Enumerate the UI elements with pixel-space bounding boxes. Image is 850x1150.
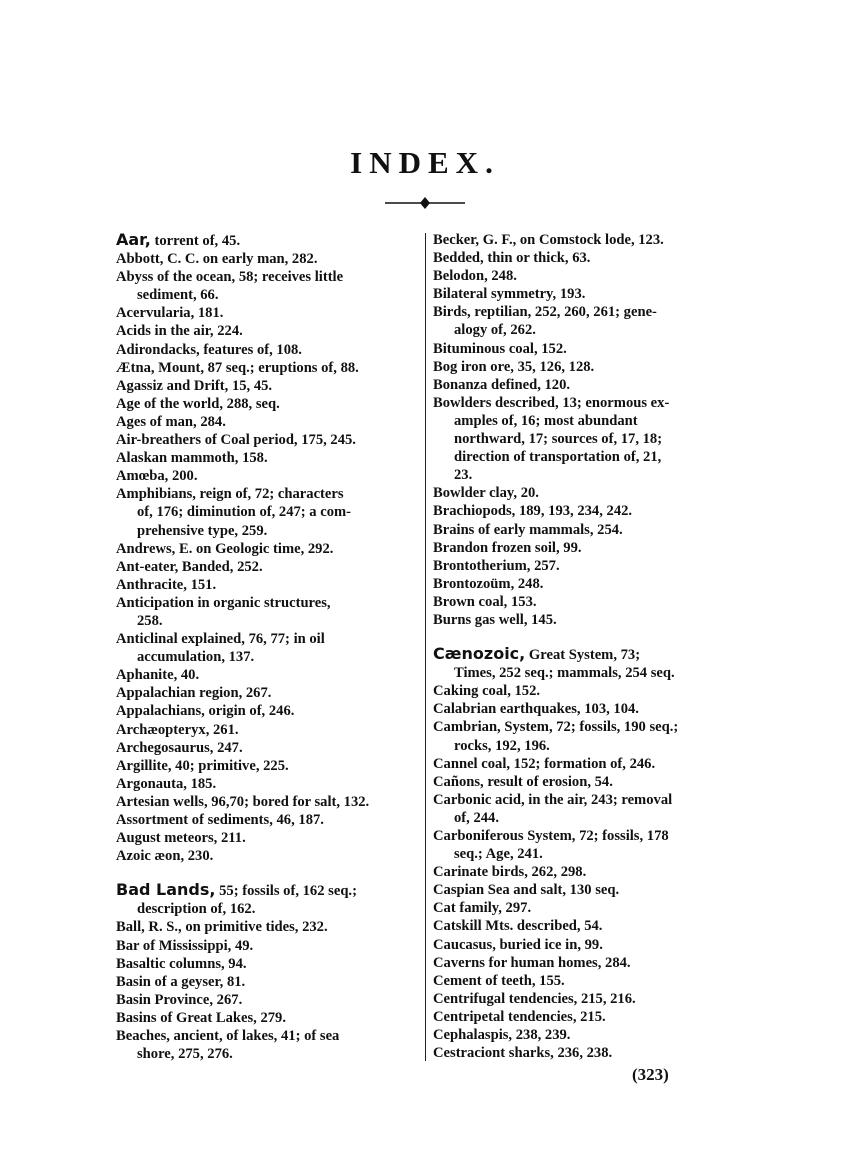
index-entry-continuation: accumulation, 137. bbox=[137, 649, 255, 666]
index-entry bbox=[116, 449, 426, 467]
index-entry bbox=[116, 684, 426, 702]
index-entry-text: Cambrian, System, 72; fossils, 190 seq.; bbox=[433, 719, 679, 736]
index-entry-text: Appalachian region, 267. bbox=[116, 685, 272, 702]
index-entry bbox=[433, 484, 738, 502]
index-entry bbox=[433, 231, 738, 249]
index-entry-text: Bedded, thin or thick, 63. bbox=[433, 250, 591, 267]
index-entry-text: Appalachians, origin of, 246. bbox=[116, 703, 295, 720]
index-entry bbox=[433, 881, 738, 899]
index-entry bbox=[116, 991, 426, 1009]
index-entry bbox=[116, 322, 426, 340]
index-entry bbox=[116, 431, 426, 449]
index-entry-text: Ages of man, 284. bbox=[116, 413, 226, 430]
index-entry-text: Calabrian earthquakes, 103, 104. bbox=[433, 701, 639, 718]
index-entry bbox=[433, 358, 738, 376]
index-entry bbox=[433, 611, 738, 629]
index-entry-text: Beaches, ancient, of lakes, 41; of sea bbox=[116, 1028, 340, 1045]
index-entry bbox=[433, 539, 738, 557]
index-entry-text: Basin Province, 267. bbox=[116, 991, 243, 1008]
index-entry-continuation: prehensive type, 259. bbox=[137, 522, 268, 539]
index-entry bbox=[116, 231, 426, 250]
index-entry bbox=[433, 718, 738, 754]
index-entry-continuation: northward, 17; sources of, 17, 18; bbox=[454, 431, 663, 448]
index-entry bbox=[433, 267, 738, 285]
index-entry-text: Centrifugal tendencies, 215, 216. bbox=[433, 990, 636, 1007]
index-head-word: Cænozoic, bbox=[433, 644, 526, 664]
index-entry-text: Caking coal, 152. bbox=[433, 683, 541, 700]
index-entry bbox=[433, 249, 738, 267]
index-entry-text: Anthracite, 151. bbox=[116, 576, 217, 593]
index-entry-text: Archæopteryx, 261. bbox=[116, 721, 239, 738]
index-entry-continuation: rocks, 192, 196. bbox=[454, 737, 550, 754]
index-entry-continuation: 23. bbox=[454, 467, 473, 484]
index-entry bbox=[116, 250, 426, 268]
index-entry bbox=[116, 413, 426, 431]
index-entry-text: Bituminous coal, 152. bbox=[433, 340, 567, 357]
page-title: INDEX. bbox=[350, 145, 500, 180]
index-entry-text: Birds, reptilian, 252, 260, 261; gene- bbox=[433, 304, 657, 321]
index-entry bbox=[433, 791, 738, 827]
index-entry-text: Belodon, 248. bbox=[433, 268, 517, 285]
index-entry bbox=[433, 502, 738, 520]
index-entry-continuation: direction of transportation of, 21, bbox=[454, 449, 662, 466]
index-entry-continuation: sediment, 66. bbox=[137, 287, 219, 304]
index-entry bbox=[116, 847, 426, 865]
index-entry bbox=[433, 990, 738, 1008]
index-entry bbox=[433, 972, 738, 990]
index-entry-text: Abbott, C. C. on early man, 282. bbox=[116, 251, 318, 268]
index-entry bbox=[116, 359, 426, 377]
index-entry-text: Anticipation in organic structures, bbox=[116, 594, 331, 611]
index-column-right bbox=[433, 231, 738, 1062]
index-entry-text: Cephalaspis, 238, 239. bbox=[433, 1027, 571, 1044]
index-entry-text: Abyss of the ocean, 58; receives little bbox=[116, 269, 344, 286]
index-entry-text: Caucasus, buried ice in, 99. bbox=[433, 936, 603, 953]
index-entry bbox=[433, 954, 738, 972]
index-entry-text: Bilateral symmetry, 193. bbox=[433, 286, 586, 303]
index-entry-text: Catskill Mts. described, 54. bbox=[433, 918, 603, 935]
index-entry-text: Bowlders described, 13; enormous ex- bbox=[433, 394, 670, 411]
index-entry bbox=[116, 558, 426, 576]
index-entry bbox=[116, 630, 426, 666]
index-entry bbox=[116, 937, 426, 955]
index-entry bbox=[116, 268, 426, 304]
index-entry-text: Assortment of sediments, 46, 187. bbox=[116, 812, 324, 828]
index-entry bbox=[433, 863, 738, 881]
index-entry bbox=[433, 394, 738, 484]
index-entry-text: Cannel coal, 152; formation of, 246. bbox=[433, 755, 656, 772]
index-entry-text: Cat family, 297. bbox=[433, 900, 532, 917]
index-entry bbox=[433, 593, 738, 611]
index-entry-text: Burns gas well, 145. bbox=[433, 611, 557, 628]
index-entry bbox=[433, 773, 738, 791]
index-head-word: Bad Lands, bbox=[116, 880, 216, 900]
index-entry bbox=[116, 829, 426, 847]
index-entry bbox=[433, 557, 738, 575]
index-entry-text: Archegosaurus, 247. bbox=[116, 739, 243, 756]
index-entry bbox=[116, 775, 426, 793]
index-entry-text: Caspian Sea and salt, 130 seq. bbox=[433, 882, 620, 899]
index-entry-text: Cestraciont sharks, 236, 238. bbox=[433, 1045, 613, 1062]
index-entry-continuation: description of, 162. bbox=[137, 901, 256, 918]
index-entry bbox=[433, 682, 738, 700]
index-entry-continuation: Times, 252 seq.; mammals, 254 seq. bbox=[454, 665, 675, 682]
index-entry bbox=[116, 955, 426, 973]
index-entry-text: torrent of, 45. bbox=[154, 233, 241, 249]
index-entry bbox=[116, 540, 426, 558]
index-entry bbox=[433, 376, 738, 394]
index-entry-text: Amœba, 200. bbox=[116, 468, 198, 485]
index-entry-text: Brontozoüm, 248. bbox=[433, 575, 544, 592]
index-entry-text: Becker, G. F., on Comstock lode, 123. bbox=[433, 232, 664, 248]
index-entry-text: 55; fossils of, 162 seq.; bbox=[219, 883, 357, 900]
index-entry-text: August meteors, 211. bbox=[116, 830, 246, 847]
index-entry-text: Acids in the air, 224. bbox=[116, 323, 243, 340]
index-entry bbox=[433, 645, 738, 682]
index-entry-text: Artesian wells, 96,70; bored for salt, 132. bbox=[116, 793, 370, 810]
index-entry-text: Cañons, result of erosion, 54. bbox=[433, 773, 613, 790]
index-entry-text: Centripetal tendencies, 215. bbox=[433, 1008, 606, 1025]
index-entry-text: Carinate birds, 262, 298. bbox=[433, 864, 587, 881]
index-entry-text: Bar of Mississippi, 49. bbox=[116, 937, 254, 954]
index-entry bbox=[116, 485, 426, 539]
index-entry-text: Carbonic acid, in the air, 243; removal bbox=[433, 791, 673, 808]
index-entry bbox=[433, 340, 738, 358]
index-entry-text: Ball, R. S., on primitive tides, 232. bbox=[116, 919, 328, 936]
index-entry-text: Brachiopods, 189, 193, 234, 242. bbox=[433, 503, 633, 520]
index-entry bbox=[116, 1027, 426, 1063]
index-entry bbox=[116, 395, 426, 413]
index-entry-text: Argillite, 40; primitive, 225. bbox=[116, 757, 289, 774]
index-entry-continuation: alogy of, 262. bbox=[454, 322, 536, 339]
index-entry-text: Brown coal, 153. bbox=[433, 593, 537, 610]
column-divider bbox=[425, 233, 426, 1061]
page-number: (323) bbox=[632, 1065, 669, 1084]
index-entry bbox=[116, 973, 426, 991]
index-entry-continuation: amples of, 16; most abundant bbox=[454, 412, 638, 429]
index-entry bbox=[116, 811, 426, 829]
index-entry-text: Alaskan mammoth, 158. bbox=[116, 450, 268, 467]
index-entry bbox=[433, 917, 738, 935]
index-entry-text: Andrews, E. on Geologic time, 292. bbox=[116, 540, 334, 557]
index-entry-text: Bonanza defined, 120. bbox=[433, 376, 571, 393]
index-entry-text: Bog iron ore, 35, 126, 128. bbox=[433, 358, 595, 375]
index-entry bbox=[433, 1008, 738, 1026]
index-entry bbox=[433, 755, 738, 773]
index-entry bbox=[433, 827, 738, 863]
index-entry-text: Ætna, Mount, 87 seq.; eruptions of, 88. bbox=[116, 359, 359, 376]
index-entry-text: Anticlinal explained, 76, 77; in oil bbox=[116, 631, 325, 648]
index-entry bbox=[433, 521, 738, 539]
index-entry bbox=[116, 341, 426, 359]
index-entry bbox=[116, 666, 426, 684]
index-entry bbox=[433, 1044, 738, 1062]
index-entry-text: Age of the world, 288, seq. bbox=[116, 395, 280, 412]
index-entry bbox=[116, 594, 426, 630]
index-entry bbox=[116, 1009, 426, 1027]
index-entry bbox=[433, 575, 738, 593]
index-entry-continuation: 258. bbox=[137, 612, 163, 629]
index-entry bbox=[116, 721, 426, 739]
index-entry bbox=[116, 304, 426, 322]
index-entry-continuation: shore, 275, 276. bbox=[137, 1046, 233, 1063]
index-entry-text: Agassiz and Drift, 15, 45. bbox=[116, 377, 273, 394]
index-entry bbox=[433, 1026, 738, 1044]
index-entry-text: Air-breathers of Coal period, 175, 245. bbox=[116, 432, 356, 449]
index-entry bbox=[116, 918, 426, 936]
index-entry-continuation: of, 244. bbox=[454, 809, 499, 826]
index-entry-text: Caverns for human homes, 284. bbox=[433, 954, 631, 971]
index-entry-text: Basins of Great Lakes, 279. bbox=[116, 1009, 287, 1026]
index-entry-text: Amphibians, reign of, 72; characters bbox=[116, 486, 344, 503]
index-entry-text: Aphanite, 40. bbox=[116, 667, 200, 684]
index-entry-text: Brontotherium, 257. bbox=[433, 557, 560, 574]
index-entry-text: Basaltic columns, 94. bbox=[116, 955, 247, 972]
index-entry-text: Brains of early mammals, 254. bbox=[433, 521, 623, 538]
index-entry-text: Carboniferous System, 72; fossils, 178 bbox=[433, 828, 669, 844]
index-entry bbox=[433, 936, 738, 954]
index-entry bbox=[116, 467, 426, 485]
index-entry-continuation: of, 176; diminution of, 247; a com- bbox=[137, 504, 352, 521]
index-entry-text: Great System, 73; bbox=[528, 647, 641, 664]
index-entry bbox=[116, 739, 426, 757]
index-entry-text: Bowlder clay, 20. bbox=[433, 485, 539, 502]
index-entry-text: Azoic æon, 230. bbox=[116, 848, 214, 865]
index-head-word: Aar, bbox=[116, 230, 151, 249]
index-entry-text: Argonauta, 185. bbox=[116, 775, 217, 792]
index-entry-text: Ant-eater, Banded, 252. bbox=[116, 558, 263, 575]
ornament-divider bbox=[385, 196, 465, 210]
index-entry bbox=[116, 757, 426, 775]
index-entry bbox=[433, 303, 738, 339]
index-column-left bbox=[116, 231, 426, 1063]
index-entry-text: Adirondacks, features of, 108. bbox=[116, 341, 302, 358]
index-entry-text: Brandon frozen soil, 99. bbox=[433, 539, 582, 556]
index-entry bbox=[116, 881, 426, 918]
index-entry-text: Acervularia, 181. bbox=[116, 305, 224, 322]
index-entry-text: Cement of teeth, 155. bbox=[433, 972, 565, 989]
index-entry-continuation: seq.; Age, 241. bbox=[454, 846, 543, 863]
index-entry bbox=[433, 899, 738, 917]
index-entry bbox=[433, 285, 738, 303]
index-entry bbox=[116, 793, 426, 811]
index-entry bbox=[116, 576, 426, 594]
index-entry bbox=[116, 702, 426, 720]
index-entry bbox=[433, 700, 738, 718]
index-entry bbox=[116, 377, 426, 395]
index-entry-text: Basin of a geyser, 81. bbox=[116, 973, 246, 990]
